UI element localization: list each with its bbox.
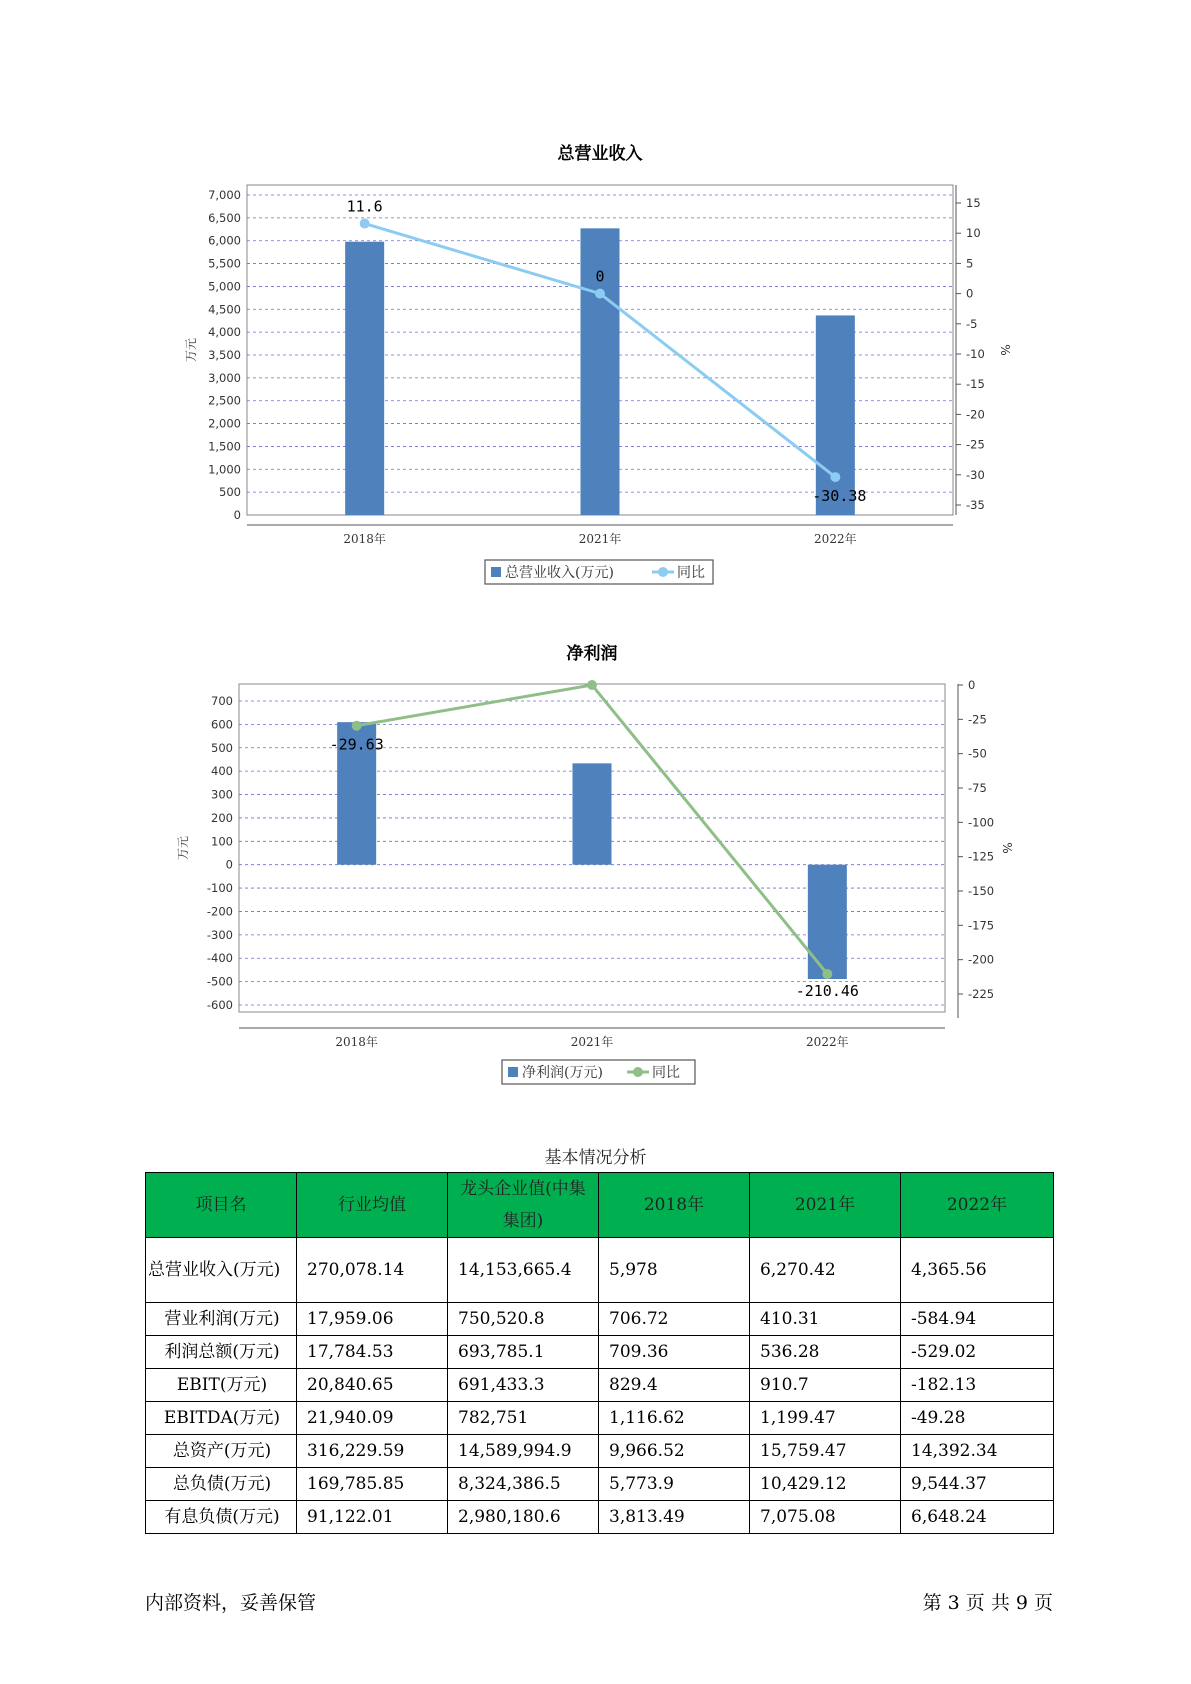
x-tick-label: 2021年 bbox=[570, 1035, 614, 1049]
y-tick-label: -100 bbox=[206, 881, 233, 896]
yoy-data-label: 0 bbox=[595, 267, 605, 286]
row-label-cell: EBITDA(万元) bbox=[146, 1402, 297, 1435]
y-tick-label: 5,500 bbox=[208, 256, 241, 271]
header-cell: 2018年 bbox=[599, 1173, 750, 1238]
table-cell: 536.28 bbox=[750, 1336, 901, 1369]
x-tick-label: 2021年 bbox=[578, 532, 622, 546]
table-cell: 691,433.3 bbox=[448, 1369, 599, 1402]
y2-tick-label: 15 bbox=[966, 196, 981, 210]
legend-line-marker bbox=[633, 1067, 643, 1077]
y2-tick-label: -10 bbox=[966, 347, 985, 361]
y-tick-label: 6,000 bbox=[208, 233, 241, 248]
table-cell: 1,199.47 bbox=[750, 1402, 901, 1435]
yoy-data-label: -30.38 bbox=[812, 487, 867, 506]
y2-tick-label: -5 bbox=[966, 316, 978, 331]
table-cell: 169,785.85 bbox=[297, 1468, 448, 1501]
y2-tick-label: -125 bbox=[968, 849, 995, 864]
revenue-chart bbox=[0, 130, 1191, 600]
table-cell: -529.02 bbox=[901, 1336, 1054, 1369]
y-tick-label: 2,500 bbox=[208, 393, 241, 408]
y-tick-label: 300 bbox=[211, 787, 233, 802]
y2-axis-label: % bbox=[1000, 842, 1014, 854]
y-tick-label: -400 bbox=[206, 951, 233, 966]
header-cell: 2022年 bbox=[901, 1173, 1054, 1238]
bar bbox=[345, 242, 384, 515]
legend-bar-swatch bbox=[491, 567, 501, 577]
table-row bbox=[146, 1402, 1054, 1435]
table-cell: 6,270.42 bbox=[750, 1238, 901, 1303]
table-cell: 750,520.8 bbox=[448, 1303, 599, 1336]
table-cell: 693,785.1 bbox=[448, 1336, 599, 1369]
table-cell: 17,784.53 bbox=[297, 1336, 448, 1369]
table-row bbox=[146, 1501, 1054, 1534]
table-cell: 14,589,994.9 bbox=[448, 1435, 599, 1468]
table-cell: 14,392.34 bbox=[901, 1435, 1054, 1468]
chart-title: 总营业收入 bbox=[557, 144, 643, 164]
y-tick-label: -200 bbox=[206, 904, 233, 919]
table-cell: 3,813.49 bbox=[599, 1501, 750, 1534]
yoy-data-label: -29.63 bbox=[329, 735, 384, 754]
row-label-cell: 总负债(万元) bbox=[146, 1468, 297, 1501]
x-tick-label: 2022年 bbox=[814, 532, 857, 546]
y2-tick-label: -15 bbox=[966, 377, 985, 392]
y-tick-label: 3,500 bbox=[208, 348, 241, 362]
y-tick-label: 1,000 bbox=[208, 462, 241, 477]
table-caption: 基本情况分析 bbox=[544, 1148, 647, 1168]
footer-page-number: 第 3 页 共 9 页 bbox=[922, 1592, 1053, 1614]
revenue-chart-svg bbox=[0, 130, 1191, 600]
y-tick-label: 0 bbox=[233, 508, 241, 522]
y-tick-label: -300 bbox=[206, 927, 233, 942]
x-tick-label: 2018年 bbox=[343, 532, 386, 546]
row-label-cell: 总营业收入(万元) bbox=[146, 1238, 297, 1303]
row-label-cell: EBIT(万元) bbox=[146, 1369, 297, 1402]
y2-tick-label: -75 bbox=[968, 781, 987, 795]
table-cell: 91,122.01 bbox=[297, 1501, 448, 1534]
y-tick-label: 3,000 bbox=[208, 370, 241, 385]
table-cell: 782,751 bbox=[448, 1402, 599, 1435]
table-cell: -584.94 bbox=[901, 1303, 1054, 1336]
header-cell: 龙头企业值(中集集团) bbox=[448, 1173, 599, 1238]
table-cell: 1,116.62 bbox=[599, 1402, 750, 1435]
y-tick-label: 2,000 bbox=[208, 416, 241, 431]
y2-tick-label: -150 bbox=[968, 884, 995, 898]
legend-bar-swatch bbox=[508, 1067, 518, 1077]
net-profit-chart bbox=[0, 630, 1191, 1100]
y2-tick-label: -20 bbox=[966, 407, 985, 422]
x-tick-label: 2022年 bbox=[806, 1035, 849, 1049]
legend-line-marker bbox=[658, 567, 668, 577]
table-cell: 17,959.06 bbox=[297, 1303, 448, 1336]
y2-axis-label: % bbox=[998, 344, 1012, 356]
y-tick-label: 100 bbox=[211, 834, 233, 849]
table-cell: 9,544.37 bbox=[901, 1468, 1054, 1501]
y-tick-label: -600 bbox=[206, 998, 233, 1012]
y2-tick-label: -225 bbox=[968, 987, 995, 1001]
table-row bbox=[146, 1303, 1054, 1336]
chart-title: 净利润 bbox=[566, 644, 618, 664]
net-profit-chart-svg bbox=[0, 630, 1191, 1100]
y-tick-label: 500 bbox=[219, 485, 241, 500]
table-cell: 910.7 bbox=[750, 1369, 901, 1402]
table-cell: 10,429.12 bbox=[750, 1468, 901, 1501]
y2-tick-label: -200 bbox=[968, 952, 995, 967]
header-cell: 2021年 bbox=[750, 1173, 901, 1238]
table-cell: 5,978 bbox=[599, 1238, 750, 1303]
yoy-point bbox=[360, 219, 370, 229]
table-cell: 5,773.9 bbox=[599, 1468, 750, 1501]
bar bbox=[816, 315, 855, 515]
y2-tick-label: 0 bbox=[966, 286, 974, 301]
y-tick-label: 0 bbox=[225, 857, 233, 872]
table-cell: 6,648.24 bbox=[901, 1501, 1054, 1534]
bar bbox=[573, 763, 612, 864]
bar bbox=[808, 865, 847, 979]
table-cell: 21,940.09 bbox=[297, 1402, 448, 1435]
table-header-row bbox=[146, 1173, 1054, 1238]
table-cell: 9,966.52 bbox=[599, 1435, 750, 1468]
y-tick-label: 200 bbox=[211, 810, 233, 825]
yoy-data-label: -210.46 bbox=[795, 982, 859, 1001]
header-cell: 项目名 bbox=[146, 1173, 297, 1238]
y-tick-label: 700 bbox=[211, 694, 233, 708]
y2-tick-label: 10 bbox=[966, 226, 981, 241]
legend-bar-label: 净利润(万元) bbox=[522, 1065, 603, 1081]
row-label-cell: 有息负债(万元) bbox=[146, 1501, 297, 1534]
table-cell: 8,324,386.5 bbox=[448, 1468, 599, 1501]
y-tick-label: 600 bbox=[211, 717, 233, 732]
footer-confidential-note: 内部资料，妥善保管 bbox=[145, 1592, 317, 1614]
yoy-point bbox=[830, 472, 840, 482]
y2-tick-label: -100 bbox=[968, 815, 995, 830]
y2-tick-label: -25 bbox=[968, 712, 987, 727]
y-tick-label: 400 bbox=[211, 764, 233, 779]
table-row bbox=[146, 1435, 1054, 1468]
legend-line-label: 同比 bbox=[652, 1065, 680, 1081]
table-cell: 706.72 bbox=[599, 1303, 750, 1336]
y-tick-label: 500 bbox=[211, 740, 233, 755]
y2-tick-label: -35 bbox=[966, 498, 985, 512]
legend-bar-label: 总营业收入(万元) bbox=[505, 565, 614, 581]
x-tick-label: 2018年 bbox=[335, 1035, 378, 1049]
table-cell: -182.13 bbox=[901, 1369, 1054, 1402]
table-cell: 2,980,180.6 bbox=[448, 1501, 599, 1534]
y2-tick-label: 0 bbox=[968, 678, 976, 692]
legend-line-label: 同比 bbox=[677, 565, 705, 581]
yoy-data-label: 11.6 bbox=[346, 197, 383, 216]
row-label-cell: 总资产(万元) bbox=[146, 1435, 297, 1468]
table-row bbox=[146, 1336, 1054, 1369]
yoy-point bbox=[822, 969, 832, 979]
table-cell: 14,153,665.4 bbox=[448, 1238, 599, 1303]
y-tick-label: 5,000 bbox=[208, 279, 241, 294]
yoy-point bbox=[595, 289, 605, 299]
table-cell: 270,078.14 bbox=[297, 1238, 448, 1303]
y-axis-label: 万元 bbox=[176, 835, 190, 861]
table-cell: 15,759.47 bbox=[750, 1435, 901, 1468]
table-cell: 7,075.08 bbox=[750, 1501, 901, 1534]
yoy-point bbox=[352, 721, 362, 731]
table-row bbox=[146, 1238, 1054, 1303]
y-tick-label: 4,500 bbox=[208, 302, 241, 317]
table-cell: 4,365.56 bbox=[901, 1238, 1054, 1303]
y2-tick-label: -175 bbox=[968, 918, 995, 933]
table-cell: 316,229.59 bbox=[297, 1435, 448, 1468]
y2-tick-label: 5 bbox=[966, 256, 974, 271]
table-cell: 410.31 bbox=[750, 1303, 901, 1336]
basic-analysis-table bbox=[145, 1172, 1054, 1534]
row-label-cell: 利润总额(万元) bbox=[146, 1336, 297, 1369]
table-cell: 709.36 bbox=[599, 1336, 750, 1369]
row-label-cell: 营业利润(万元) bbox=[146, 1303, 297, 1336]
y-tick-label: -500 bbox=[206, 974, 233, 989]
table-row bbox=[146, 1468, 1054, 1501]
y-axis-label: 万元 bbox=[184, 337, 198, 363]
y-tick-label: 1,500 bbox=[208, 439, 241, 454]
table-cell: 20,840.65 bbox=[297, 1369, 448, 1402]
header-cell: 行业均值 bbox=[297, 1173, 448, 1238]
table-cell: -49.28 bbox=[901, 1402, 1054, 1435]
table-row bbox=[146, 1369, 1054, 1402]
y-tick-label: 6,500 bbox=[208, 210, 241, 225]
yoy-point bbox=[587, 680, 597, 690]
y2-tick-label: -50 bbox=[968, 746, 987, 761]
y2-tick-label: -30 bbox=[966, 467, 985, 482]
y2-tick-label: -25 bbox=[966, 437, 985, 452]
y-tick-label: 7,000 bbox=[208, 188, 241, 202]
y-tick-label: 4,000 bbox=[208, 325, 241, 340]
table-cell: 829.4 bbox=[599, 1369, 750, 1402]
